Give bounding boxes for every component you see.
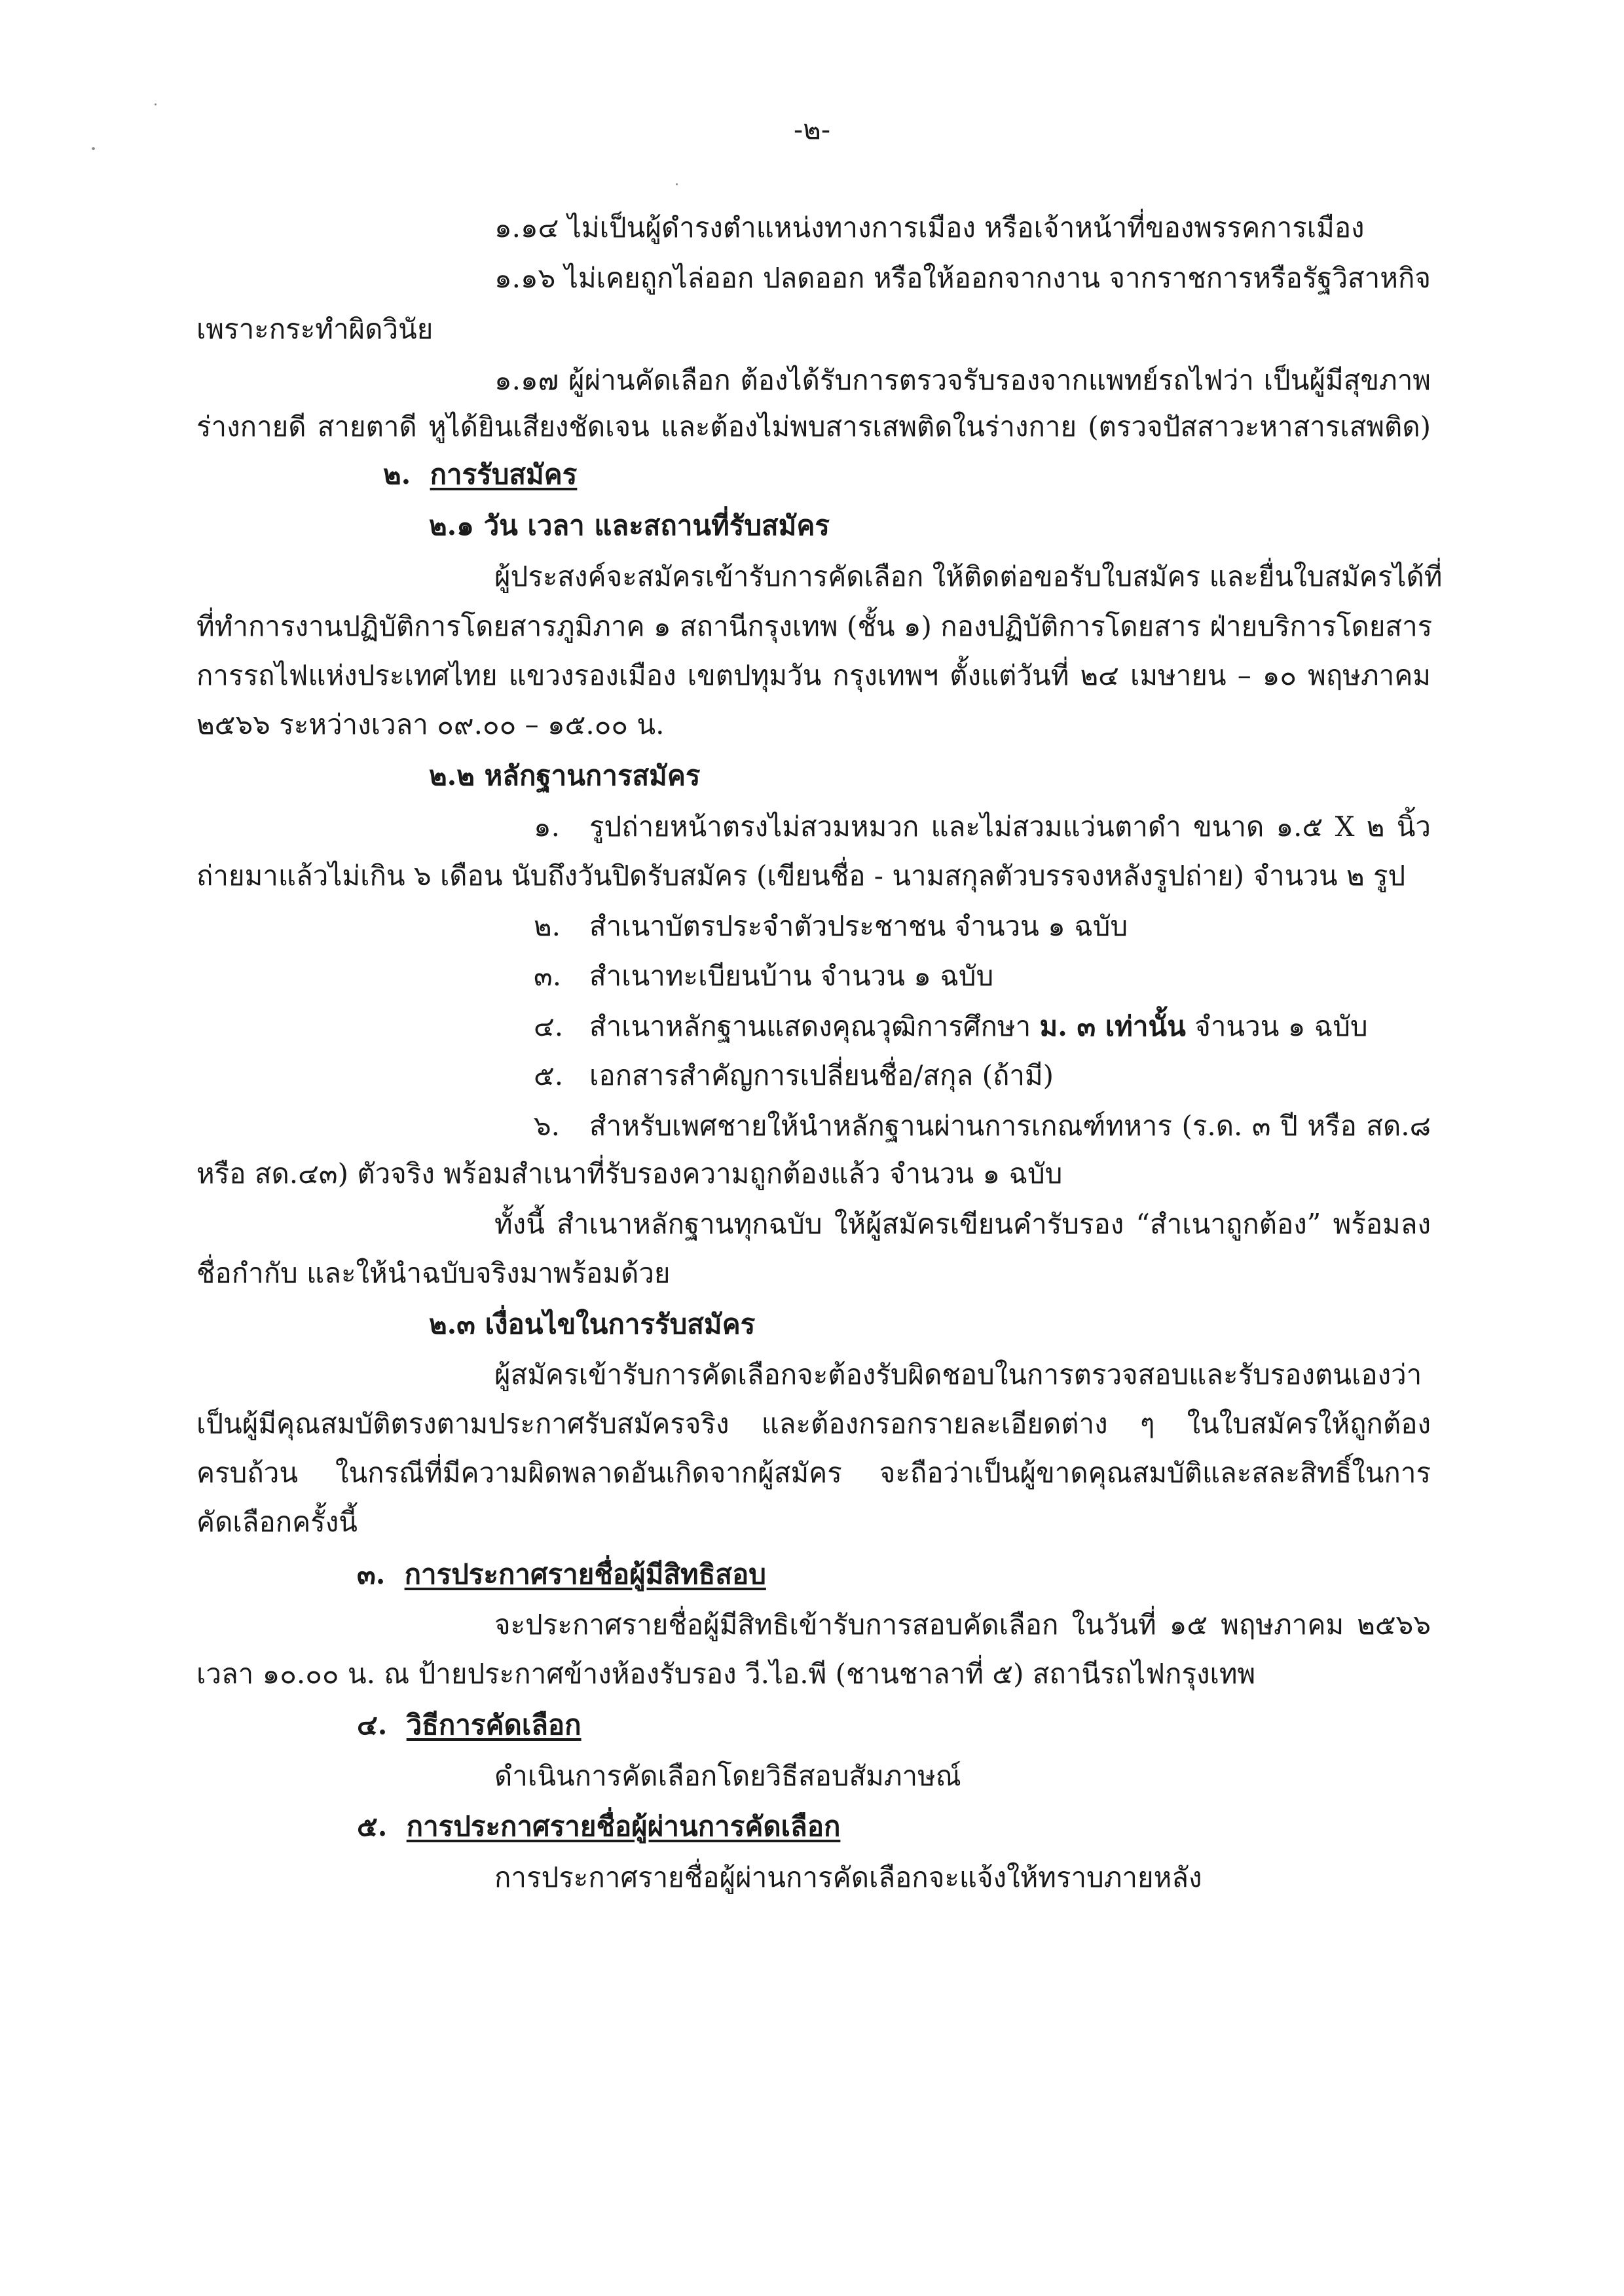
section-3-heading — [357, 1558, 766, 1591]
section-2-3-para-line4: คัดเลือกครั้งนี้ — [196, 1506, 358, 1538]
section-3-para-line1: จะประกาศรายชื่อผู้มีสิทธิเข้ารับการสอบคัดเลือก ในวันที่ ๑๕ พฤษภาคม ๒๕๖๖ — [494, 1609, 1431, 1641]
evidence-3-number: ๓. — [534, 960, 562, 992]
section-2-1-para-line4: ๒๕๖๖ ระหว่างเวลา ๐๙.๐๐ – ๑๕.๐๐ น. — [196, 708, 665, 740]
evidence-6-line2: หรือ สด.๔๓) ตัวจริง พร้อมสำเนาที่รับรองความถูกต้องแล้ว จำนวน ๑ ฉบับ — [196, 1157, 1063, 1190]
evidence-4-text — [589, 1010, 1368, 1043]
evidence-3-text: สำเนาทะเบียนบ้าน จำนวน ๑ ฉบับ — [589, 960, 994, 992]
section-3-para-line2: เวลา ๑๐.๐๐ น. ณ ป้ายประกาศข้างห้องรับรอง วี.ไอ.พี (ชานชาลาที่ ๕) สถานีรถไฟกรุงเทพ — [196, 1658, 1256, 1690]
section-2-3-para-line1: ผู้สมัครเข้ารับการคัดเลือกจะต้องรับผิดชอบในการตรวจสอบและรับรองตนเองว่า — [494, 1358, 1422, 1391]
section-2-title: การรับสมัคร — [430, 458, 578, 490]
page-number: -๒- — [793, 113, 831, 145]
section-5-heading — [357, 1810, 840, 1843]
section-2-3-para-line3: ครบถ้วน ในกรณีที่มีความผิดพลาดอันเกิดจากผู้สมัคร จะถือว่าเป็นผู้ขาดคุณสมบัติและสละสิทธิ์ในการ — [196, 1457, 1431, 1489]
section-2-2-heading: ๒.๒ หลักฐานการสมัคร — [429, 759, 701, 792]
evidence-1-line2: ถ่ายมาแล้วไม่เกิน ๖ เดือน นับถึงวันปิดรับสมัคร (เขียนชื่อ - นามสกุลตัวบรรจงหลังรูปถ่าย) จำนวน ๒ รูป — [196, 860, 1406, 892]
section-2-1-heading: ๒.๑ วัน เวลา และสถานที่รับสมัคร — [429, 509, 830, 541]
section-5-title: การประกาศรายชื่อผู้ผ่านการคัดเลือก — [406, 1810, 841, 1842]
evidence-1-number: ๑. — [534, 811, 561, 843]
section-5-para: การประกาศรายชื่อผู้ผ่านการคัดเลือกจะแจ้งให้ทราบภายหลัง — [494, 1861, 1202, 1893]
note-line1: ทั้งนี้ สำเนาหลักฐานทุกฉบับ ให้ผู้สมัครเขียนคำรับรอง “สำเนาถูกต้อง” พร้อมลง — [494, 1208, 1431, 1240]
evidence-4-post: จำนวน ๑ ฉบับ — [1185, 1010, 1368, 1042]
item-1-17-line2: ร่างกายดี สายตาดี หูได้ยินเสียงชัดเจน และต้องไม่พบสารเสพติดในร่างกาย (ตรวจปัสสาวะหาสารเสพติด) — [196, 410, 1431, 443]
note-line2: ชื่อกำกับ และให้นำฉบับจริงมาพร้อมด้วย — [196, 1257, 671, 1289]
item-1-16-line2: เพราะกระทำผิดวินัย — [196, 313, 434, 345]
item-1-14: ๑.๑๔ ไม่เป็นผู้ดำรงตำแหน่งทางการเมือง หรือเจ้าหน้าที่ของพรรคการเมือง — [494, 211, 1365, 244]
scan-speck — [676, 183, 678, 185]
section-5-number: ๕. — [357, 1810, 388, 1842]
item-1-17-line1: ๑.๑๗ ผู้ผ่านคัดเลือก ต้องได้รับการตรวจรับรองจากแพทย์รถไฟว่า เป็นผู้มีสุขภาพ — [494, 364, 1431, 396]
item-1-16-line1: ๑.๑๖ ไม่เคยถูกไล่ออก ปลดออก หรือให้ออกจากงาน จากราชการหรือรัฐวิสาหกิจ — [494, 262, 1431, 294]
evidence-5-text: เอกสารสำคัญการเปลี่ยนชื่อ/สกุล (ถ้ามี) — [589, 1059, 1054, 1091]
section-4-heading — [357, 1709, 581, 1741]
evidence-6-number: ๖. — [534, 1110, 561, 1142]
section-2-3-heading: ๒.๓ เงื่อนไขในการรับสมัคร — [429, 1308, 756, 1340]
section-3-number: ๓. — [357, 1558, 386, 1590]
evidence-4-number: ๔. — [534, 1010, 564, 1042]
evidence-5-number: ๕. — [534, 1059, 564, 1091]
evidence-4-pre: สำเนาหลักฐานแสดงคุณวุฒิการศึกษา — [589, 1010, 1040, 1042]
section-2-1-para-line3: การรถไฟแห่งประเทศไทย แขวงรองเมือง เขตปทุมวัน กรุงเทพฯ ตั้งแต่วันที่ ๒๔ เมษายน – ๑๐ พฤษภาคม — [196, 659, 1431, 691]
section-4-number: ๔. — [357, 1709, 388, 1741]
section-2-1-para-line2: ที่ทำการงานปฏิบัติการโดยสารภูมิภาค ๑ สถานีกรุงเทพ (ชั้น ๑) กองปฏิบัติการโดยสาร ฝ่ายบริการโดยสาร — [196, 610, 1433, 642]
evidence-6-line1: สำหรับเพศชายให้นำหลักฐานผ่านการเกณฑ์ทหาร (ร.ด. ๓ ปี หรือ สด.๘ — [589, 1110, 1431, 1142]
section-4-para: ดำเนินการคัดเลือกโดยวิธีสอบสัมภาษณ์ — [494, 1760, 961, 1792]
section-3-title: การประกาศรายชื่อผู้มีสิทธิสอบ — [404, 1558, 766, 1590]
section-2-number: ๒. — [383, 458, 411, 490]
section-2-heading — [383, 458, 577, 491]
evidence-2-text: สำเนาบัตรประจำตัวประชาชน จำนวน ๑ ฉบับ — [589, 910, 1128, 942]
section-4-title: วิธีการคัดเลือก — [406, 1709, 581, 1741]
scan-speck — [155, 103, 157, 105]
section-2-3-para-line2: เป็นผู้มีคุณสมบัติตรงตามประกาศรับสมัครจริง และต้องกรอกรายละเอียดต่าง ๆ ในใบสมัครให้ถูกต้อง — [196, 1408, 1431, 1440]
evidence-4-bold: ม. ๓ เท่านั้น — [1039, 1010, 1186, 1042]
evidence-1-line1: รูปถ่ายหน้าตรงไม่สวมหมวก และไม่สวมแว่นตาดำ ขนาด ๑.๕ X ๒ นิ้ว — [589, 811, 1431, 843]
evidence-2-number: ๒. — [534, 910, 561, 942]
section-2-1-para-line1: ผู้ประสงค์จะสมัครเข้ารับการคัดเลือก ให้ติดต่อขอรับใบสมัคร และยื่นใบสมัครได้ที่ — [494, 560, 1443, 592]
